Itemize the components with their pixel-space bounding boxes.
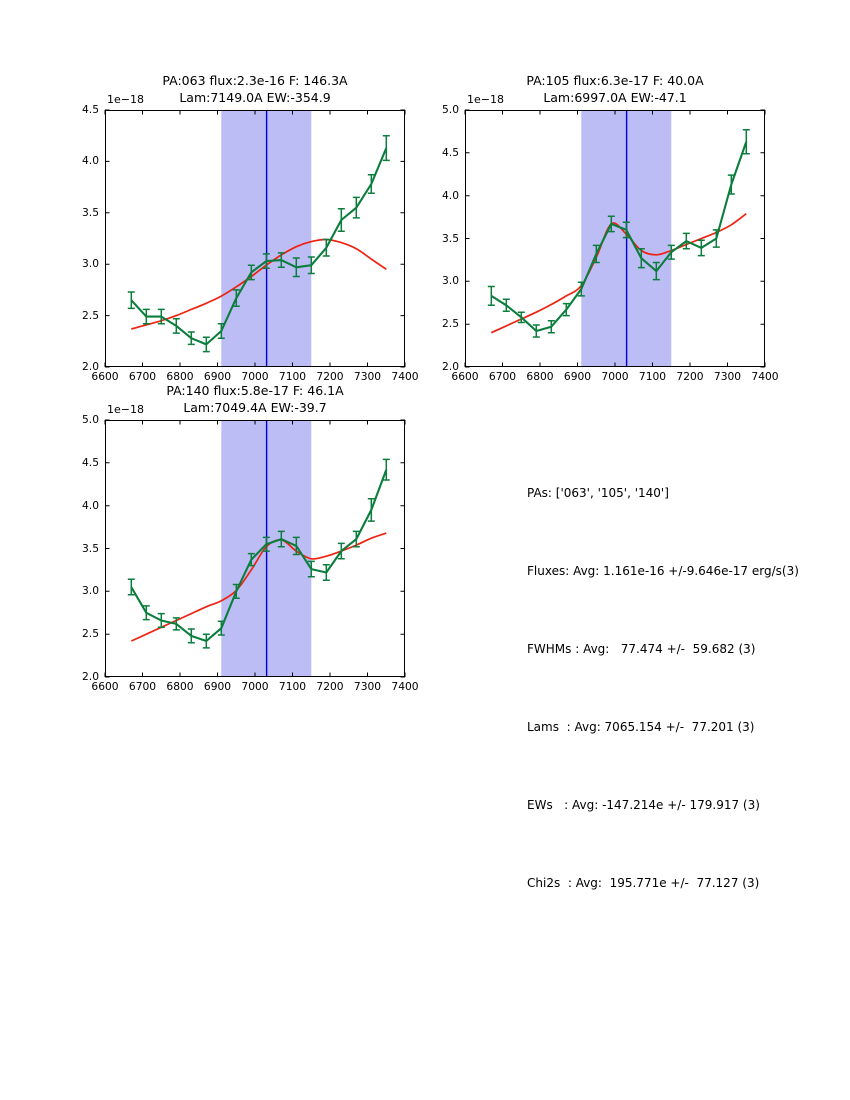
plot-pa063-axes: [105, 110, 405, 367]
y-tick-label: 5.0: [82, 413, 99, 426]
x-tick-label: 6600: [91, 680, 119, 693]
y-tick-label: 2.5: [82, 308, 99, 322]
plot-pa140-axes: [105, 420, 405, 677]
x-tick-label: 7300: [353, 370, 382, 383]
x-tick-label: 7400: [391, 370, 419, 383]
plot-pa105-y-offset-label: 1e−18: [467, 93, 504, 106]
stats-panel: [527, 428, 799, 948]
x-tick-label: 6800: [166, 370, 194, 383]
y-tick-label: 4.5: [82, 103, 99, 116]
y-tick-label: 4.0: [82, 154, 99, 168]
x-tick-label: 7000: [241, 680, 269, 693]
x-tick-label: 6600: [451, 370, 479, 383]
y-tick-label: 2.5: [82, 627, 99, 641]
x-tick-label: 6600: [91, 370, 119, 383]
y-tick-label: 2.5: [442, 317, 459, 331]
x-tick-label: 6800: [526, 370, 554, 383]
x-tick-label: 7100: [278, 680, 307, 693]
y-tick-label: 2.0: [442, 360, 459, 373]
y-tick-label: 3.0: [442, 274, 459, 288]
plot-pa140-title-line2: Lam:7049.4A EW:-39.7: [183, 400, 327, 415]
y-tick-label: 2.0: [82, 670, 99, 683]
plot-pa063-title-line1: PA:063 flux:2.3e-16 F: 146.3A: [162, 73, 348, 88]
stats-line-pas: PAs: ['063', '105', '140']: [527, 486, 669, 500]
plot-pa105-title-line1: PA:105 flux:6.3e-17 F: 40.0A: [526, 73, 704, 88]
stats-line-fwhms: FWHMs : Avg: 77.474 +/- 59.682 (3): [527, 642, 756, 656]
stats-line-lams: Lams : Avg: 7065.154 +/- 77.201 (3): [527, 720, 755, 734]
x-tick-label: 7000: [601, 370, 629, 383]
y-tick-label: 3.5: [442, 231, 459, 245]
x-tick-label: 7300: [713, 370, 742, 383]
x-tick-label: 7400: [751, 370, 779, 383]
x-tick-label: 7200: [316, 680, 344, 693]
plot-pa063-title-line2: Lam:7149.0A EW:-354.9: [179, 90, 331, 105]
stats-line-fluxes: Fluxes: Avg: 1.161e-16 +/-9.646e-17 erg/s(3): [527, 564, 799, 578]
y-tick-label: 4.5: [82, 455, 99, 469]
y-tick-label: 3.0: [82, 257, 99, 271]
x-tick-label: 7200: [316, 370, 344, 383]
x-tick-label: 6700: [128, 680, 157, 693]
x-tick-label: 7000: [241, 370, 269, 383]
y-tick-label: 2.0: [82, 360, 99, 373]
x-tick-label: 7300: [353, 680, 382, 693]
plot-pa105-title-line2: Lam:6997.0A EW:-47.1: [543, 90, 687, 105]
y-tick-label: 3.5: [82, 541, 99, 555]
plot-pa063-y-offset-label: 1e−18: [107, 93, 144, 106]
plot-pa063: [82, 73, 419, 383]
y-tick-label: 3.5: [82, 205, 99, 219]
x-tick-label: 7100: [638, 370, 667, 383]
x-tick-label: 7400: [391, 680, 419, 693]
x-tick-label: 7100: [278, 370, 307, 383]
y-tick-label: 3.0: [82, 584, 99, 598]
y-tick-label: 5.0: [442, 103, 459, 116]
plot-pa140-title-line1: PA:140 flux:5.8e-17 F: 46.1A: [166, 383, 344, 398]
x-tick-label: 6900: [563, 370, 592, 383]
y-tick-label: 4.0: [82, 498, 99, 512]
x-tick-label: 6800: [166, 680, 194, 693]
y-tick-label: 4.5: [442, 145, 459, 159]
plot-pa105-axes: [465, 110, 765, 367]
stats-line-ews: EWs : Avg: -147.214e +/- 179.917 (3): [527, 798, 760, 812]
x-tick-label: 7200: [676, 370, 704, 383]
plot-pa140: [82, 383, 419, 693]
plot-pa105: [442, 73, 779, 383]
x-tick-label: 6900: [203, 370, 232, 383]
x-tick-label: 6900: [203, 680, 232, 693]
x-tick-label: 6700: [488, 370, 517, 383]
x-tick-label: 6700: [128, 370, 157, 383]
plot-pa140-y-offset-label: 1e−18: [107, 403, 144, 416]
stats-line-chi2s: Chi2s : Avg: 195.771e +/- 77.127 (3): [527, 876, 760, 890]
y-tick-label: 4.0: [442, 188, 459, 202]
